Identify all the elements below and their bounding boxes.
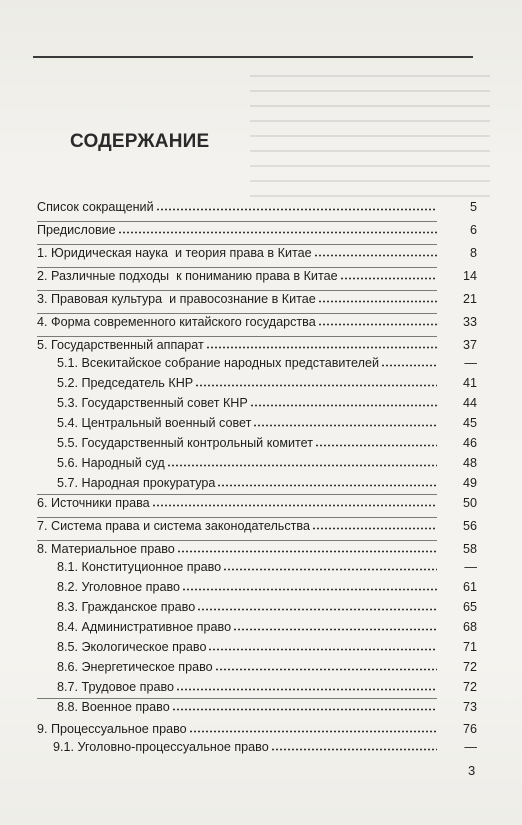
leader-dots xyxy=(318,317,437,326)
leader-dots xyxy=(156,202,437,211)
toc-entry-page: 44 xyxy=(462,396,477,410)
leader-dots xyxy=(189,724,437,733)
leader-dots xyxy=(250,398,437,407)
toc-subentry[interactable] xyxy=(57,355,477,371)
page-title: СОДЕРЖАНИЕ xyxy=(70,131,210,152)
toc-entry-title: 7. Система права и система законодательства xyxy=(37,519,310,533)
toc-entry-title: 5.7. Народная прокуратура xyxy=(57,476,216,490)
toc-subentry[interactable] xyxy=(53,739,477,755)
toc-entry-title: 5.4. Центральный военный совет xyxy=(57,416,252,430)
toc-subentry[interactable] xyxy=(57,659,477,675)
toc-entry-title: 5.2. Председатель КНР xyxy=(57,376,194,390)
leader-dots xyxy=(182,582,437,591)
toc-subentry[interactable] xyxy=(57,579,477,595)
toc-entry[interactable] xyxy=(37,518,477,534)
toc-entry[interactable] xyxy=(37,721,477,737)
toc-entry-title: 9. Процессуальное право xyxy=(37,722,187,736)
toc-entry-title: 9.1. Уголовно-процессуальное право xyxy=(53,740,269,754)
toc-entry-page: 41 xyxy=(462,376,477,390)
toc-entry-page: 33 xyxy=(462,315,477,329)
leader-dots xyxy=(215,662,437,671)
leader-dots xyxy=(381,358,437,367)
toc-entry-title: 5.6. Народный суд xyxy=(57,456,165,470)
toc-entry-page: 65 xyxy=(462,600,477,614)
leader-dots xyxy=(233,622,437,631)
leader-dots xyxy=(271,742,437,751)
toc-entry[interactable] xyxy=(37,314,477,330)
toc-entry[interactable] xyxy=(37,337,477,353)
toc-entry-page: 72 xyxy=(462,660,477,674)
toc-entry-title: 1. Юридическая наука и теория права в Китае xyxy=(37,246,312,260)
toc-entry-page: 56 xyxy=(462,519,477,533)
toc-entry-title: 8.7. Трудовое право xyxy=(57,680,175,694)
toc-entry[interactable] xyxy=(37,245,477,261)
leader-dots xyxy=(312,521,437,530)
toc-entry-title: 6. Источники права xyxy=(37,496,150,510)
toc-entry-title: 8.6. Энергетическое право xyxy=(57,660,213,674)
toc-entry-title: 5.5. Государственный контрольный комитет xyxy=(57,436,314,450)
toc-subentry[interactable] xyxy=(57,599,477,615)
leader-dots xyxy=(177,544,437,553)
toc-subentry[interactable] xyxy=(57,475,477,491)
toc-entry-title: 4. Форма современного китайского государства xyxy=(37,315,316,329)
leader-dots xyxy=(197,602,437,611)
toc-entry-title: 8.8. Военное право xyxy=(57,700,170,714)
toc-entry[interactable] xyxy=(37,268,477,284)
page-number: 3 xyxy=(468,763,476,778)
toc-entry-page: 71 xyxy=(462,640,477,654)
toc-entry-page: 5 xyxy=(469,200,477,214)
leader-dots xyxy=(208,642,437,651)
header-rule xyxy=(33,56,473,58)
leader-dots xyxy=(206,340,437,349)
leader-dots xyxy=(176,682,437,691)
toc-entry-page: 72 xyxy=(462,680,477,694)
toc-entry-page: 58 xyxy=(462,542,477,556)
toc-subentry[interactable] xyxy=(57,415,477,431)
toc-entry-title: 8.2. Уголовное право xyxy=(57,580,181,594)
toc-subentry[interactable] xyxy=(57,375,477,391)
toc-entry-title: 8.4. Административное право xyxy=(57,620,232,634)
leader-dots xyxy=(253,418,437,427)
toc-entry-page: 73 xyxy=(462,700,477,714)
toc-entry-title: 5.3. Государственный совет КНР xyxy=(57,396,248,410)
toc-entry-page: 68 xyxy=(462,620,477,634)
toc-entry-page: 21 xyxy=(462,292,477,306)
toc-entry-title: 8.3. Гражданское право xyxy=(57,600,196,614)
toc-entry-page: 76 xyxy=(462,722,477,736)
leader-dots xyxy=(118,225,437,234)
toc-entry-title: 8.5. Экологическое право xyxy=(57,640,207,654)
toc-entry-title: 8. Материальное право xyxy=(37,542,175,556)
toc-entry-page: 45 xyxy=(462,416,477,430)
toc-subentry[interactable] xyxy=(57,455,477,471)
leader-dots xyxy=(152,498,437,507)
leader-dots xyxy=(195,378,437,387)
toc-entry-title: Предисловие xyxy=(37,223,116,237)
toc-entry-page: 37 xyxy=(462,338,477,352)
leader-dots xyxy=(318,294,437,303)
toc-entry-title: 3. Правовая культура и правосознание в Китае xyxy=(37,292,316,306)
toc-entry-page: 50 xyxy=(462,496,477,510)
bleed-through-text xyxy=(250,62,490,197)
toc-entry-page: 49 xyxy=(462,476,477,490)
leader-dots xyxy=(167,458,437,467)
leader-dots xyxy=(223,562,437,571)
toc-subentry[interactable] xyxy=(57,395,477,411)
toc-subentry[interactable] xyxy=(57,679,477,695)
toc-entry-page: — xyxy=(464,740,477,754)
toc-entry-page: 14 xyxy=(462,269,477,283)
toc-subentry[interactable] xyxy=(57,559,477,575)
toc-entry-page: 48 xyxy=(462,456,477,470)
leader-dots xyxy=(217,478,437,487)
toc-entry-page: 61 xyxy=(462,580,477,594)
leader-dots xyxy=(314,248,437,257)
toc-entry-page: 6 xyxy=(469,223,477,237)
leader-dots xyxy=(172,702,437,711)
toc-subentry[interactable] xyxy=(57,619,477,635)
toc-entry-title: Список сокращений xyxy=(37,200,154,214)
leader-dots xyxy=(340,271,437,280)
toc-entry[interactable] xyxy=(37,495,477,511)
toc-entry-title: 2. Различные подходы к пониманию права в Китае xyxy=(37,269,338,283)
toc-subentry[interactable] xyxy=(57,435,477,451)
toc-entry-page: 46 xyxy=(462,436,477,450)
toc-entry-title: 5.1. Всекитайское собрание народных представителей xyxy=(57,356,380,370)
toc-entry[interactable] xyxy=(37,222,477,238)
toc-subentry[interactable] xyxy=(57,699,477,715)
toc-entry[interactable] xyxy=(37,291,477,307)
leader-dots xyxy=(315,438,437,447)
toc-entry-title: 5. Государственный аппарат xyxy=(37,338,204,352)
toc-entry-page: — xyxy=(464,356,477,370)
toc-entry[interactable] xyxy=(37,541,477,557)
toc-entry-page: 8 xyxy=(469,246,477,260)
toc-entry-page: — xyxy=(464,560,477,574)
toc-entry[interactable] xyxy=(37,199,477,215)
toc-subentry[interactable] xyxy=(57,639,477,655)
toc-entry-title: 8.1. Конституционное право xyxy=(57,560,222,574)
